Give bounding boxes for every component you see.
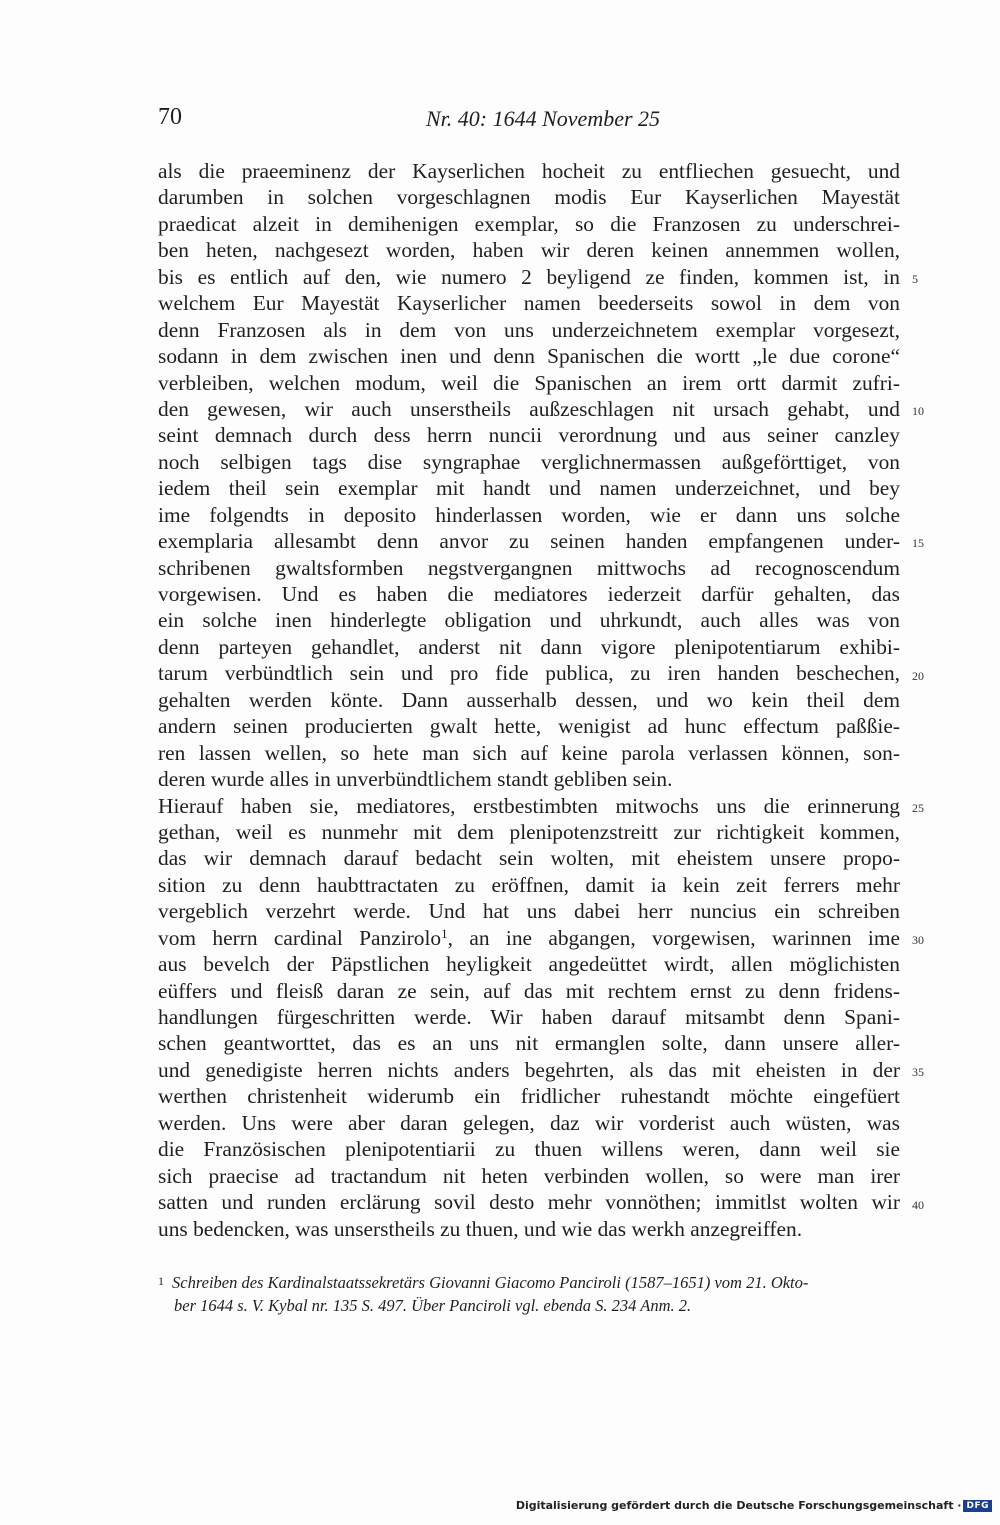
text-line: den gewesen, wir auch unserstheils außzeschlagen nit ursach gehabt, und [158, 396, 900, 421]
running-title: Nr. 40: 1644 November 25 [426, 106, 661, 131]
body-text [158, 158, 900, 1242]
text-line: seint demnach durch dess herrn nuncii verordnung und aus seiner canzley [158, 423, 900, 448]
text-line: iedem theil sein exemplar mit handt und namen underzeichnet, und bey [158, 476, 900, 501]
footnote-reference: 1 [441, 925, 448, 941]
text-line: exemplaria allesambt denn anvor zu seinen handen empfangenen under- [158, 529, 900, 554]
credit-text: Digitalisierung gefördert durch die Deutsche Forschungsgemeinschaft · [515, 1499, 962, 1512]
text-line: und genedigiste herren nichts anders begehrten, als das mit eheisten in der [158, 1057, 900, 1082]
text-line: sich praecise ad tractandum nit heten verbinden wollen, so were man irer [158, 1163, 900, 1188]
text-line: deren wurde alles in unverbündtlichem standt gebliben sein. [158, 767, 673, 792]
text-line: praedicat alzeit in demihenigen exemplar, so die Franzosen zu underschrei- [158, 211, 900, 236]
text-line: andern seinen producierten gwalt hette, wenigist ad hunc effectum paßßie- [158, 714, 900, 739]
dfg-logo: DFG [963, 1500, 992, 1512]
text-line: schen geantworttet, das es an uns nit ermanglen solte, dann unsere aller- [158, 1031, 900, 1056]
text-line: werden. Uns were aber daran gelegen, daz wir vorderist auch wüsten, was [158, 1110, 900, 1135]
text-line: aus bevelch der Päpstlichen heyligkeit angedeüttet wirdt, allen möglichisten [158, 952, 900, 977]
text-line: handlungen fürgeschritten werde. Wir haben darauf mitsambt denn Spani- [158, 1005, 900, 1029]
text-line: vom herrn cardinal Panzirolo$^1$, an ine abgangen, vorgewisen, warinnen ime [158, 925, 900, 950]
text-line: sodann in dem zwischen inen und denn Spanischen die wortt „le due corone“ [158, 344, 900, 369]
text-line: sition zu denn haubttractaten zu eröffnen, damit ia kein zeit ferrers mehr [158, 872, 900, 897]
text-line: schribenen gwaltsformben negstvergangnen mittwochs ad recognoscendum [158, 555, 900, 580]
text-line: werthen christenheit widerumb ein fridlicher ruhestandt möchte eingefüert [158, 1084, 900, 1109]
line-number: 5 [912, 271, 918, 286]
text-line: uns bedencken, was unserstheils zu thuen, und wie das werkh anzegreiffen. [158, 1216, 803, 1241]
line-number: 30 [912, 933, 924, 948]
text-line: darumben in solchen vorgeschlagnen modis Eur Kayserlichen Mayestät [158, 185, 900, 210]
text-line: eüffers und fleisß daran ze sein, auf das mit rechtem ernst zu denn fridens- [158, 978, 900, 1003]
text-line: bis es entlich auf den, wie numero 2 beyligend ze finden, kommen ist, in [158, 264, 900, 289]
text-line: gethan, weil es nunmehr mit dem plenipotenzstreitt zur richtigkeit kommen, [158, 819, 900, 844]
footnote-text-1: Schreiben des Kardinalstaatssekretärs Giovanni Giacomo Panciroli (1587–1651) vom 21. Okto- [172, 1273, 809, 1292]
digitization-credit [516, 1499, 992, 1512]
text-line: satten und runden erclärung sovil desto mehr vonnöthen; immitlst wolten wir [158, 1190, 900, 1215]
text-line: Hierauf haben sie, mediatores, erstbestimbten mitwochs uns die erinnerung [158, 793, 900, 818]
text-line: als die praeeminenz der Kayserlichen hocheit zu entfliechen gesuecht, und [158, 159, 900, 183]
text-line: vorgewisen. Und es haben die mediatores iederzeit darfür gehalten, das [158, 582, 900, 606]
line-number: 15 [912, 536, 924, 551]
text-line: denn parteyen gehandlet, anderst nit dann vigore plenipotentiarum exhibi- [158, 634, 900, 659]
line-number: 25 [912, 800, 924, 815]
text-line: ben heten, nachgesezt worden, haben wir deren keinen annemmen wollen, [158, 238, 900, 263]
text-line: ren lassen wellen, so hete man sich auf keine parola verlassen können, son- [158, 740, 900, 765]
text-line: verbleiben, welchen modum, weil die Spanischen an irem ortt darmit zufri- [158, 370, 900, 395]
footnote-line [158, 1270, 900, 1294]
page-header [158, 104, 898, 138]
footnote [158, 1270, 900, 1317]
text-line: die Französischen plenipotentiarii zu thuen willens weren, dann weil sie [158, 1137, 900, 1162]
footnote-line [158, 1294, 900, 1317]
text-line: das wir demnach darauf bedacht sein wolten, mit eheistem unsere propo- [158, 846, 900, 871]
footnote-marker: 1 [158, 1274, 164, 1288]
page-number: 70 [158, 104, 182, 130]
text-line: ime folgendts in deposito hinderlassen worden, wie er dann uns solche [158, 502, 900, 527]
line-number: 35 [912, 1065, 924, 1080]
text-line: vergeblich verzehrt werde. Und hat uns dabei herr nuncius ein schreiben [158, 899, 900, 924]
line-number: 40 [912, 1197, 924, 1212]
line-number: 10 [912, 404, 924, 419]
line-number: 20 [912, 668, 924, 683]
footnote-text-2: ber 1644 s. V. Kybal nr. 135 S. 497. Über Panciroli vgl. ebenda S. 234 Anm. 2. [174, 1296, 692, 1315]
text-line: noch selbigen tags dise syngraphae verglichnermassen außgeförttiget, von [158, 449, 900, 474]
text-line: denn Franzosen als in dem von uns underzeichnetem exemplar vorgesezt, [158, 317, 900, 342]
text-line: welchem Eur Mayestät Kayserlicher namen beederseits sowol in dem von [158, 291, 900, 316]
text-line: tarum verbündtlich sein und pro fide publica, zu iren handen beschechen, [158, 661, 900, 686]
text-line: gehalten werden könte. Dann ausserhalb dessen, und wo kein theil dem [158, 687, 900, 712]
text-line: ein solche inen hinderlegte obligation und uhrkundt, auch alles was von [158, 608, 900, 633]
